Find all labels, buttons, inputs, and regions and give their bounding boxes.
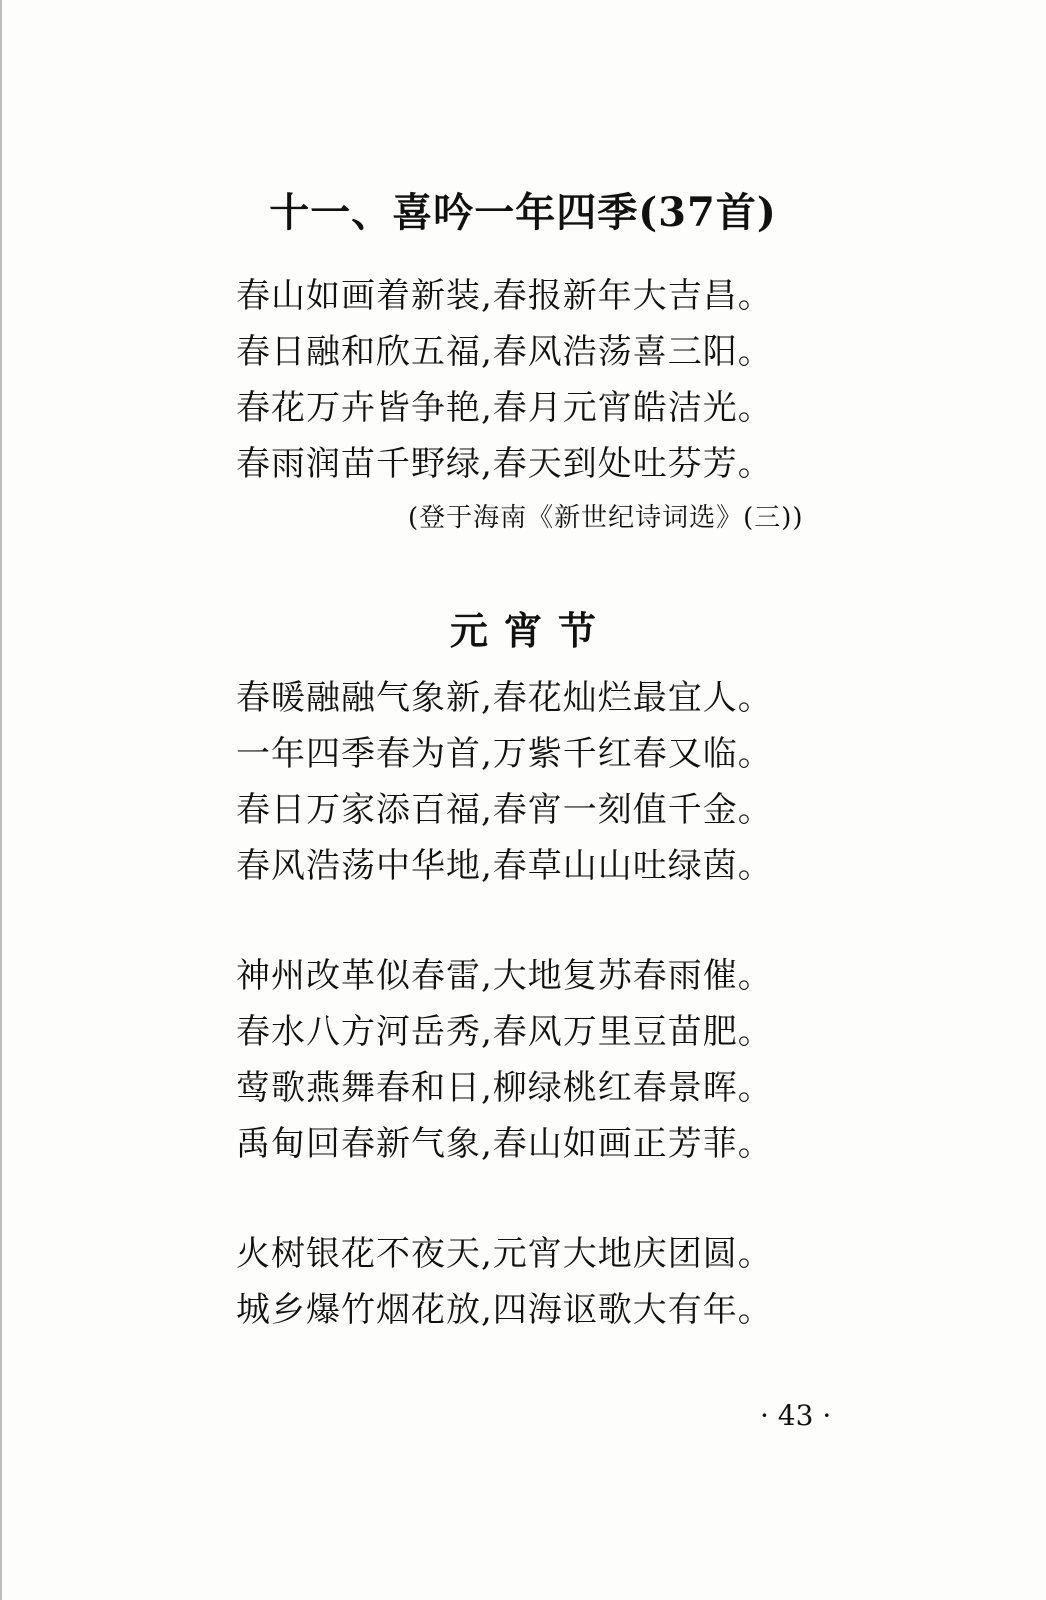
poem-line: 城乡爆竹烟花放,四海讴歌大有年。 — [236, 1290, 773, 1330]
poem-line: 禹甸回春新气象,春山如画正芳菲。 — [236, 1124, 773, 1164]
publication-source: (登于海南《新世纪诗词选》(三)) — [408, 503, 804, 533]
poem-line: 火树银花不夜天,元宵大地庆团圆。 — [236, 1234, 773, 1274]
poem-stanza — [236, 1226, 773, 1338]
poem-line: 春日万家添百福,春宵一刻值千金。 — [236, 790, 773, 830]
poem-line: 春水八方河岳秀,春风万里豆苗肥。 — [236, 1012, 773, 1052]
poem-stanza — [236, 948, 773, 1172]
poem-line: 春暖融融气象新,春花灿烂最宜人。 — [236, 678, 773, 718]
section-title-text: 十一、喜吟一年四季(37首) — [269, 189, 777, 236]
poem-stanza — [236, 670, 773, 894]
poem-four-seasons — [236, 268, 773, 492]
poem-line: 莺歌燕舞春和日,柳绿桃红春景晖。 — [236, 1068, 773, 1108]
poem-line: 一年四季春为首,万紫千红春又临。 — [236, 734, 773, 774]
page-number: · 43 · — [760, 1399, 832, 1432]
poem-line: 春山如画着新装,春报新年大吉昌。 — [236, 276, 773, 316]
poem-line: 春雨润苗千野绿,春天到处吐芬芳。 — [236, 444, 773, 484]
poem-line: 春日融和欣五福,春风浩荡喜三阳。 — [236, 332, 773, 372]
poem-line: 神州改革似春雷,大地复苏春雨催。 — [236, 956, 773, 996]
poem-line: 春风浩荡中华地,春草山山吐绿茵。 — [236, 846, 773, 886]
poem-title: 元宵节 — [449, 608, 612, 653]
poem-line: 春花万卉皆争艳,春月元宵皓洁光。 — [236, 388, 773, 428]
section-title — [0, 185, 1046, 241]
